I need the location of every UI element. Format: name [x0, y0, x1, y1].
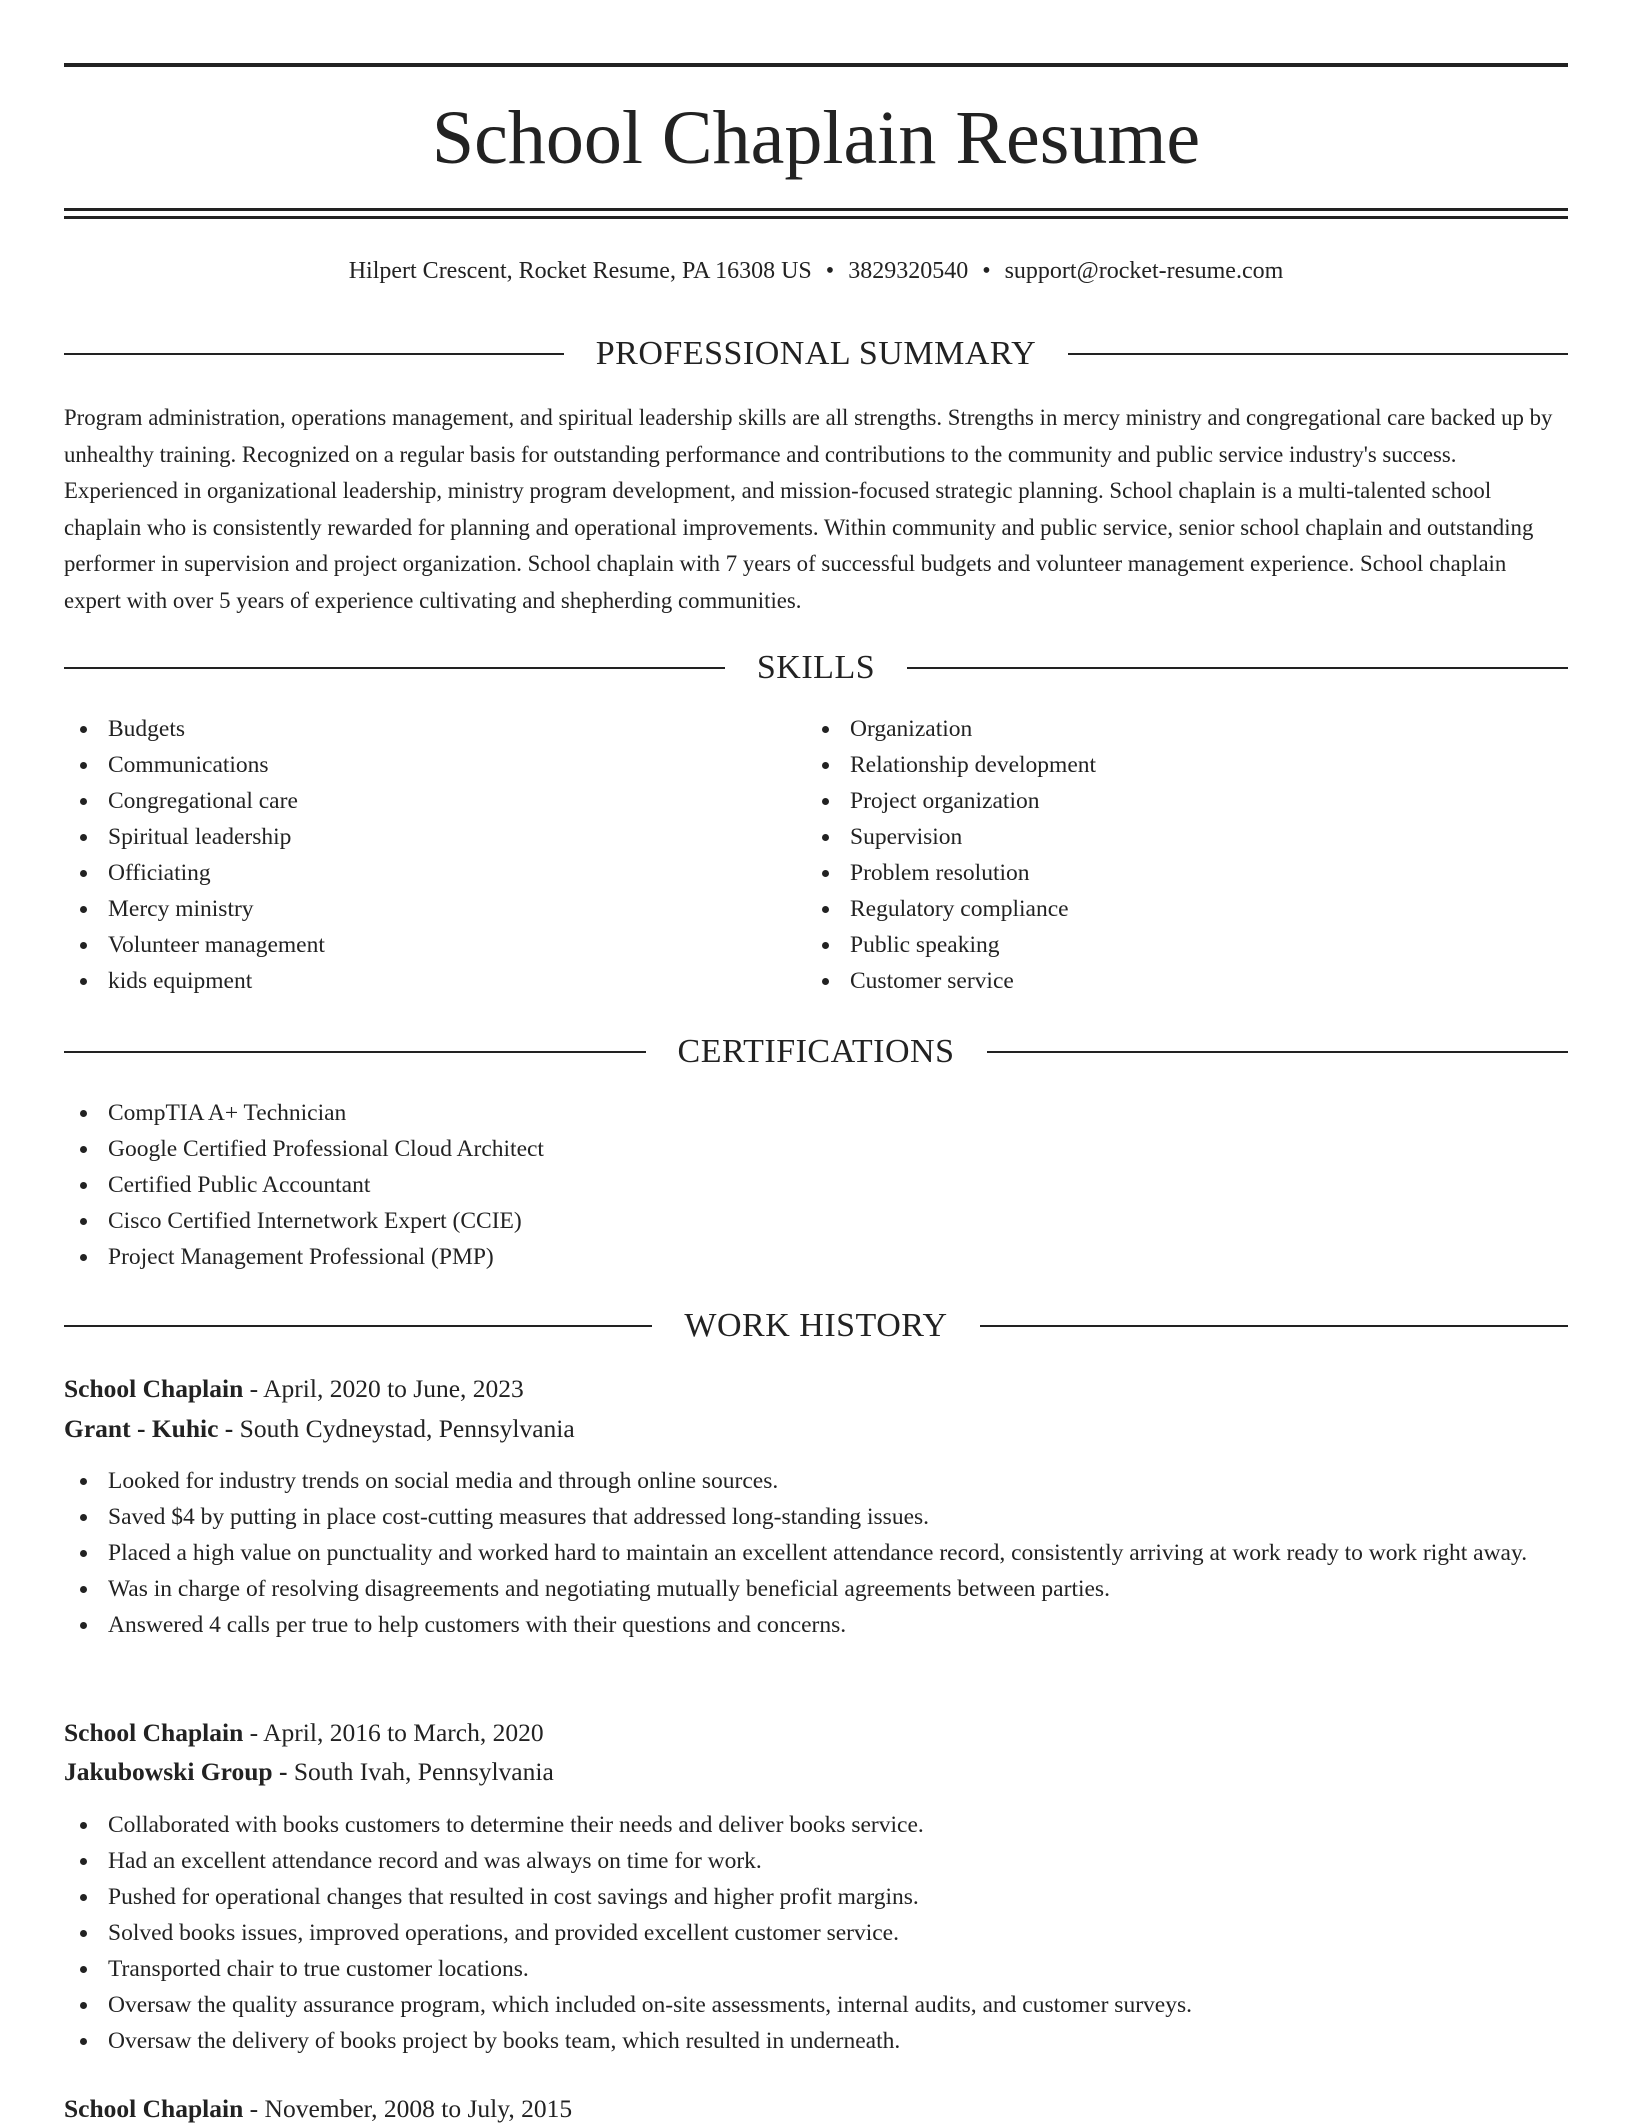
certification-item: Certified Public Accountant	[64, 1167, 1568, 1203]
resume-title: School Chaplain Resume	[431, 96, 1201, 180]
skill-item: Spiritual leadership	[64, 819, 804, 855]
contact-phone: 3829320540	[848, 258, 969, 284]
skill-item: kids equipment	[64, 963, 804, 999]
skill-item: Congregational care	[64, 783, 804, 819]
job-bullet: Looked for industry trends on social media and through online sources.	[64, 1463, 1568, 1499]
heading-rule	[64, 1051, 646, 1053]
skill-item: Project organization	[806, 783, 1546, 819]
summary-heading	[64, 332, 1568, 376]
skill-item: Problem resolution	[806, 855, 1546, 891]
heading-rule	[907, 667, 1568, 669]
contact-separator: •	[982, 258, 991, 284]
skill-item: Supervision	[806, 819, 1546, 855]
skill-item: Volunteer management	[64, 927, 804, 963]
skill-item: Communications	[64, 747, 804, 783]
job-bullet: Transported chair to true customer locations.	[64, 1951, 1568, 1987]
skills-heading	[64, 646, 1568, 690]
certifications-list	[64, 1095, 1568, 1275]
certifications-heading-label: CERTIFICATIONS	[677, 1033, 955, 1070]
heading-rule	[987, 1051, 1569, 1053]
certification-item: CompTIA A+ Technician	[64, 1095, 1568, 1131]
job-bullet: Saved $4 by putting in place cost-cutting measures that addressed long-standing issues.	[64, 1499, 1568, 1535]
skill-item: Mercy ministry	[64, 891, 804, 927]
certification-item: Cisco Certified Internetwork Expert (CCIE)	[64, 1203, 1568, 1239]
job-bullet: Solved books issues, improved operations, and provided excellent customer service.	[64, 1915, 1568, 1951]
certification-item: Google Certified Professional Cloud Architect	[64, 1131, 1568, 1167]
job-title: School Chaplain	[64, 1718, 244, 1747]
skill-item: Public speaking	[806, 927, 1546, 963]
skill-item: Officiating	[64, 855, 804, 891]
work-history-heading	[64, 1304, 1568, 1348]
summary-text: Program administration, operations management, and spiritual leadership skills are all strengths. Strengths in mercy ministry and congregational care backed up by unhealthy training. Recognized on a regular basis for outstanding performance and contributions to the community and public service industry's success. Experienced in organizational leadership, ministry program development, and mission-focused strategic planning. School chaplain is a multi-talented school chaplain who is consistently rewarded for planning and operational improvements. Within community and public service, senior school chaplain and outstanding performer in supervision and project organization. School chaplain with 7 years of successful budgets and volunteer management experience. School chaplain expert with over 5 years of experience cultivating and shepherding communities.	[64, 405, 1553, 613]
job-company: Grant - Kuhic	[64, 1414, 219, 1443]
heading-rule	[64, 1325, 652, 1327]
skill-item: Relationship development	[806, 747, 1546, 783]
summary-heading-label: PROFESSIONAL SUMMARY	[595, 335, 1037, 372]
top-rule	[64, 63, 1568, 67]
heading-rule	[1068, 353, 1568, 355]
job-bullet: Was in charge of resolving disagreements and negotiating mutually beneficial agreements between parties.	[64, 1571, 1568, 1607]
job-bullet: Placed a high value on punctuality and worked hard to maintain an excellent attendance record, consistently arriving at work ready to work right away.	[64, 1535, 1568, 1571]
skills-heading-label: SKILLS	[756, 649, 876, 686]
job-title-line	[64, 1371, 1568, 1407]
title-rule-lower	[64, 216, 1568, 219]
contact-separator: •	[825, 258, 835, 284]
job-bullet: Had an excellent attendance record and was always on time for work.	[64, 1843, 1568, 1879]
skills-list-left	[64, 711, 804, 999]
heading-rule	[64, 353, 564, 355]
certifications-heading	[64, 1030, 1568, 1074]
job-location: South Ivah, Pennsylvania	[293, 1757, 554, 1786]
job-location-separator: -	[272, 1757, 294, 1786]
skill-item: Regulatory compliance	[806, 891, 1546, 927]
job-bullet: Oversaw the quality assurance program, which included on-site assessments, internal audits, and customer surveys.	[64, 1987, 1568, 2023]
title-rule-upper	[64, 208, 1568, 211]
job-location: South Cydneystad, Pennsylvania	[239, 1414, 575, 1443]
heading-rule	[64, 667, 725, 669]
heading-rule	[980, 1325, 1568, 1327]
job-title: School Chaplain	[64, 1374, 244, 1403]
job-company: Jakubowski Group	[64, 1757, 273, 1786]
job-title: School Chaplain	[64, 2094, 244, 2123]
job-bullet: Pushed for operational changes that resulted in cost savings and higher profit margins.	[64, 1879, 1568, 1915]
work-history-heading-label: WORK HISTORY	[684, 1307, 948, 1344]
job-bullet: Answered 4 calls per true to help customers with their questions and concerns.	[64, 1607, 1568, 1643]
job-company-line	[64, 1754, 1568, 1790]
job-bullet: Oversaw the delivery of books project by books team, which resulted in underneath.	[64, 2023, 1568, 2059]
job-company-line	[64, 1411, 1568, 1447]
job-title-line	[64, 2091, 1568, 2127]
skill-item: Customer service	[806, 963, 1546, 999]
job-title-line	[64, 1715, 1568, 1751]
job-bullets	[64, 1807, 1568, 2059]
job-dates: - November, 2008 to July, 2015	[243, 2094, 573, 2123]
certification-item: Project Management Professional (PMP)	[64, 1239, 1568, 1275]
job-bullets	[64, 1463, 1568, 1643]
skill-item: Budgets	[64, 711, 804, 747]
contact-email: support@rocket-resume.com	[1004, 258, 1284, 284]
job-bullet: Collaborated with books customers to determine their needs and deliver books service.	[64, 1807, 1568, 1843]
job-dates: - April, 2016 to March, 2020	[243, 1718, 544, 1747]
skills-list-right	[806, 711, 1546, 999]
job-location-separator: -	[218, 1414, 240, 1443]
contact-address: Hilpert Crescent, Rocket Resume, PA 16308 US	[348, 258, 812, 284]
contact-line	[64, 254, 1568, 288]
skill-item: Organization	[806, 711, 1546, 747]
job-dates: - April, 2020 to June, 2023	[243, 1374, 524, 1403]
